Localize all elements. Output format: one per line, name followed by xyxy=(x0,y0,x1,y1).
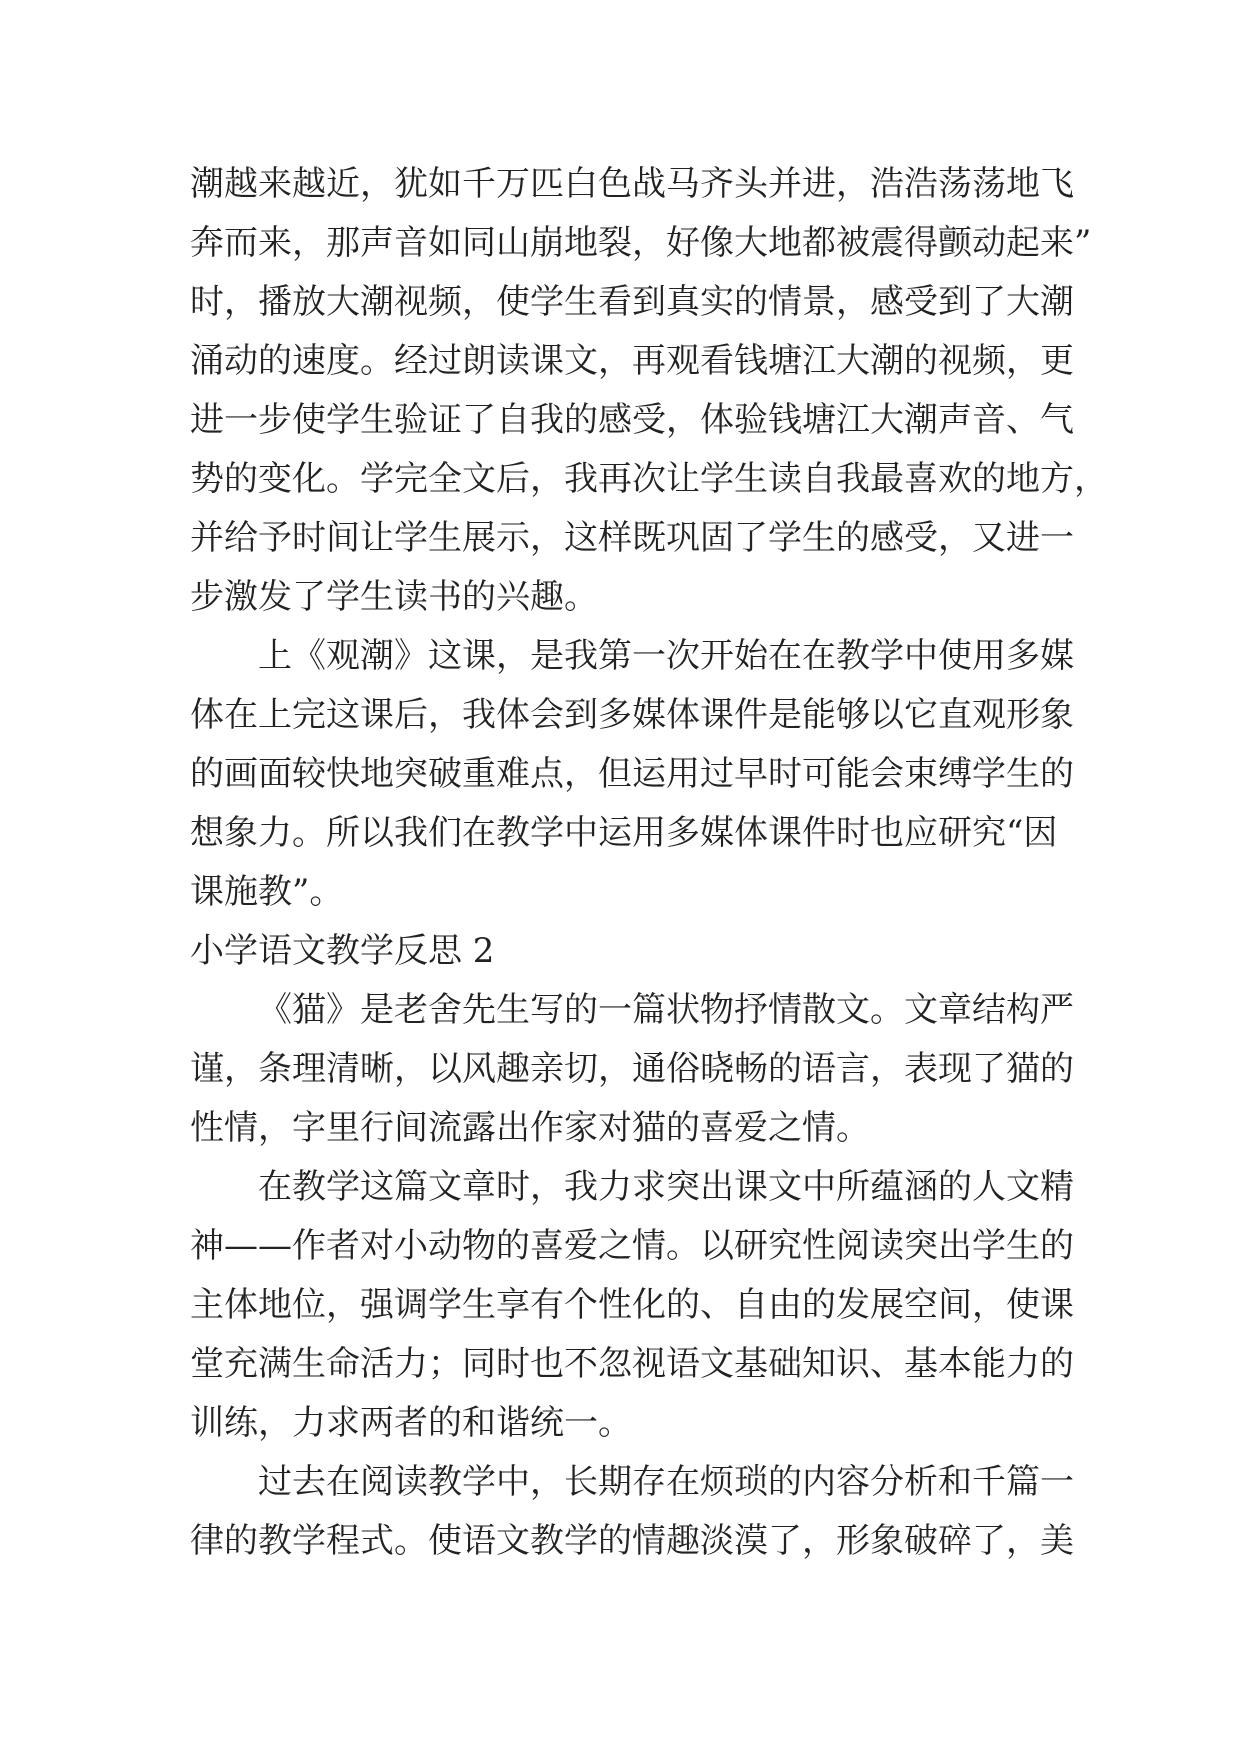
text-line: 步激发了学生读书的兴趣。 xyxy=(190,577,598,617)
text-line: 进一步使学生验证了自我的感受，体验钱塘江大潮声音、气 xyxy=(190,400,1074,440)
text-line: 主体地位，强调学生享有个性化的、自由的发展空间，使课 xyxy=(190,1285,1074,1325)
text-line: 潮越来越近，犹如千万匹白色战马齐头并进，浩浩荡荡地飞 xyxy=(190,164,1074,204)
text-line: 课施教”。 xyxy=(190,872,344,912)
text-line: 性情，字里行间流露出作家对猫的喜爱之情。 xyxy=(190,1108,870,1148)
text-line: 想象力。所以我们在教学中运用多媒体课件时也应研究“因 xyxy=(190,813,1058,853)
text-line: 涌动的速度。经过朗读课文，再观看钱塘江大潮的视频，更 xyxy=(190,341,1074,381)
text-line: 并给予时间让学生展示，这样既巩固了学生的感受，又进一 xyxy=(190,518,1074,558)
paragraph-first-line: 在教学这篇文章时，我力求突出课文中所蕴涵的人文精 xyxy=(258,1167,1074,1207)
text-line: 势的变化。学完全文后，我再次让学生读自我最喜欢的地方， xyxy=(190,459,1108,499)
text-line: 的画面较快地突破重难点，但运用过早时可能会束缚学生的 xyxy=(190,754,1074,794)
text-line: 训练，力求两者的和谐统一。 xyxy=(190,1403,632,1443)
section-heading: 小学语文教学反思 2 xyxy=(190,931,495,971)
text-line: 谨，条理清晰，以风趣亲切，通俗晓畅的语言，表现了猫的 xyxy=(190,1049,1074,1089)
text-line: 体在上完这课后，我体会到多媒体课件是能够以它直观形象 xyxy=(190,695,1074,735)
text-line: 神——作者对小动物的喜爱之情。以研究性阅读突出学生的 xyxy=(190,1226,1074,1266)
paragraph-first-line: 《猫》是老舍先生写的一篇状物抒情散文。文章结构严 xyxy=(258,990,1074,1030)
text-line: 奔而来，那声音如同山崩地裂，好像大地都被震得颤动起来” xyxy=(190,223,1092,263)
paragraph-first-line: 上《观潮》这课，是我第一次开始在在教学中使用多媒 xyxy=(258,636,1074,676)
document-body xyxy=(190,155,1108,1571)
text-line: 律的教学程式。使语文教学的情趣淡漠了，形象破碎了，美 xyxy=(190,1521,1074,1561)
text-line: 时，播放大潮视频，使学生看到真实的情景，感受到了大潮 xyxy=(190,282,1074,322)
text-line: 堂充满生命活力；同时也不忽视语文基础知识、基本能力的 xyxy=(190,1344,1074,1384)
paragraph-first-line: 过去在阅读教学中，长期存在烦琐的内容分析和千篇一 xyxy=(258,1462,1074,1502)
